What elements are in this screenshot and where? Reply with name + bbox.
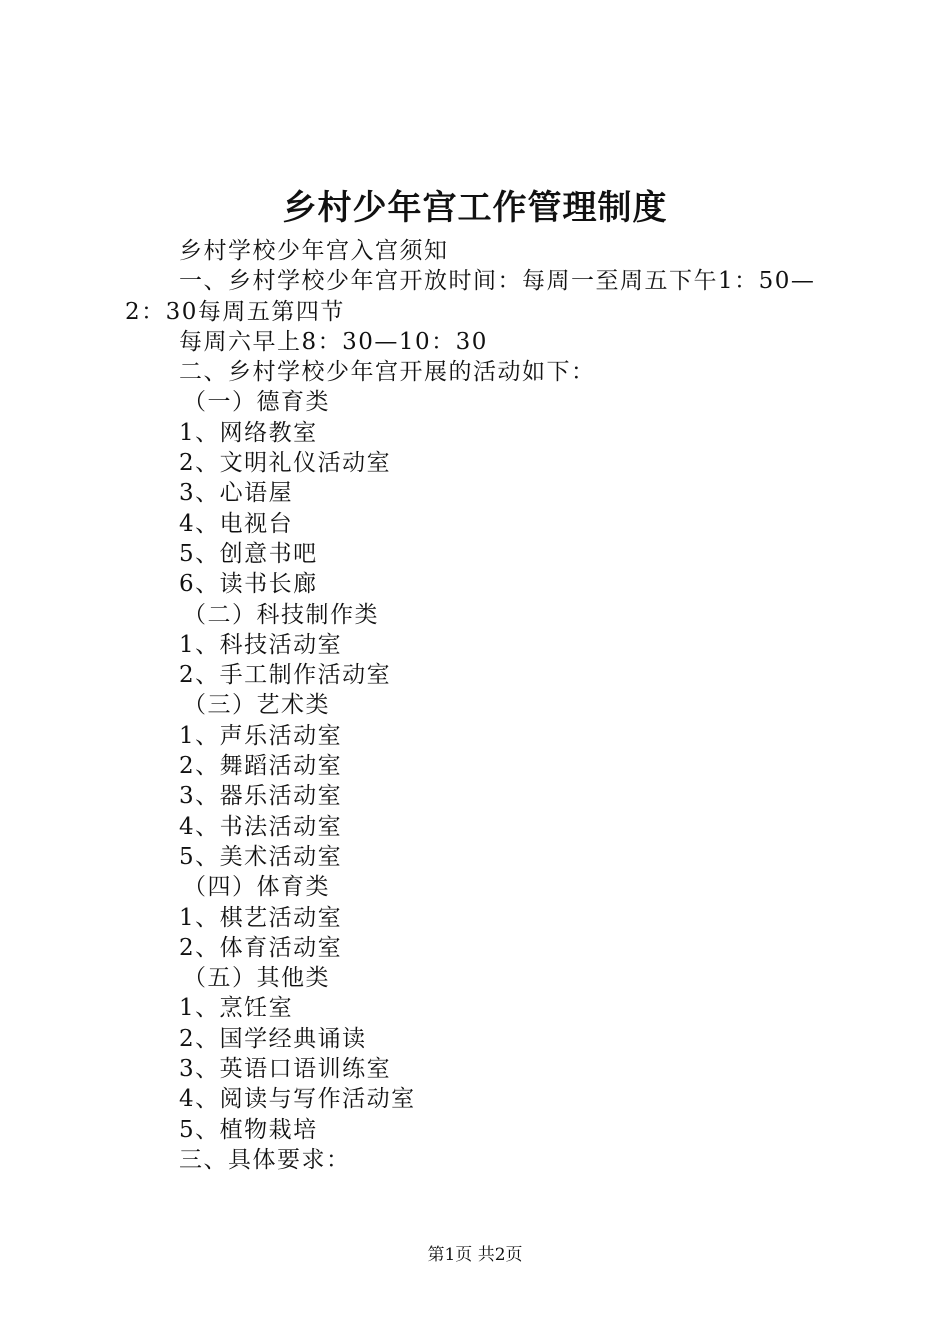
category-heading: （二）科技制作类: [183, 601, 379, 628]
list-item: 4、书法活动室: [179, 813, 343, 840]
category-heading: （三）艺术类: [183, 692, 330, 719]
body-line: 每周六早上8：30—10：30: [179, 328, 488, 355]
page-number: 第1页 共2页: [427, 1245, 523, 1265]
list-item: 1、烹饪室: [179, 995, 294, 1022]
list-item: 3、心语屋: [179, 480, 294, 507]
section-heading: 二、乡村学校少年宫开展的活动如下：: [179, 359, 596, 386]
category-heading: （一）德育类: [183, 389, 330, 416]
list-item: 5、植物栽培: [179, 1116, 318, 1143]
list-item: 3、英语口语训练室: [179, 1056, 392, 1083]
list-item: 1、棋艺活动室: [179, 904, 343, 931]
document-title: 乡村少年宫工作管理制度: [282, 188, 668, 228]
body-line: 乡村学校少年宫入宫须知: [179, 238, 449, 264]
list-item: 1、网络教室: [179, 419, 318, 446]
list-item: 1、声乐活动室: [179, 722, 343, 749]
category-heading: （四）体育类: [183, 874, 330, 901]
section-heading: 三、具体要求：: [179, 1146, 351, 1173]
list-item: 1、科技活动室: [179, 631, 343, 658]
list-item: 6、读书长廊: [179, 571, 318, 598]
list-item: 2、舞蹈活动室: [179, 753, 343, 780]
list-item: 2、国学经典诵读: [179, 1025, 367, 1052]
list-item: 4、电视台: [179, 510, 294, 537]
list-item: 4、阅读与写作活动室: [179, 1086, 416, 1113]
list-item: 5、创意书吧: [179, 540, 318, 567]
list-item: 2、体育活动室: [179, 934, 343, 961]
list-item: 5、美术活动室: [179, 843, 343, 870]
body-line: 一、乡村学校少年宫开放时间：每周一至周五下午1：50—2：30每周五第四节: [125, 268, 816, 325]
list-item: 2、手工制作活动室: [179, 662, 392, 689]
list-item: 2、文明礼仪活动室: [179, 450, 392, 477]
document-body: [125, 236, 845, 1175]
list-item: 3、器乐活动室: [179, 783, 343, 810]
category-heading: （五）其他类: [183, 965, 330, 992]
